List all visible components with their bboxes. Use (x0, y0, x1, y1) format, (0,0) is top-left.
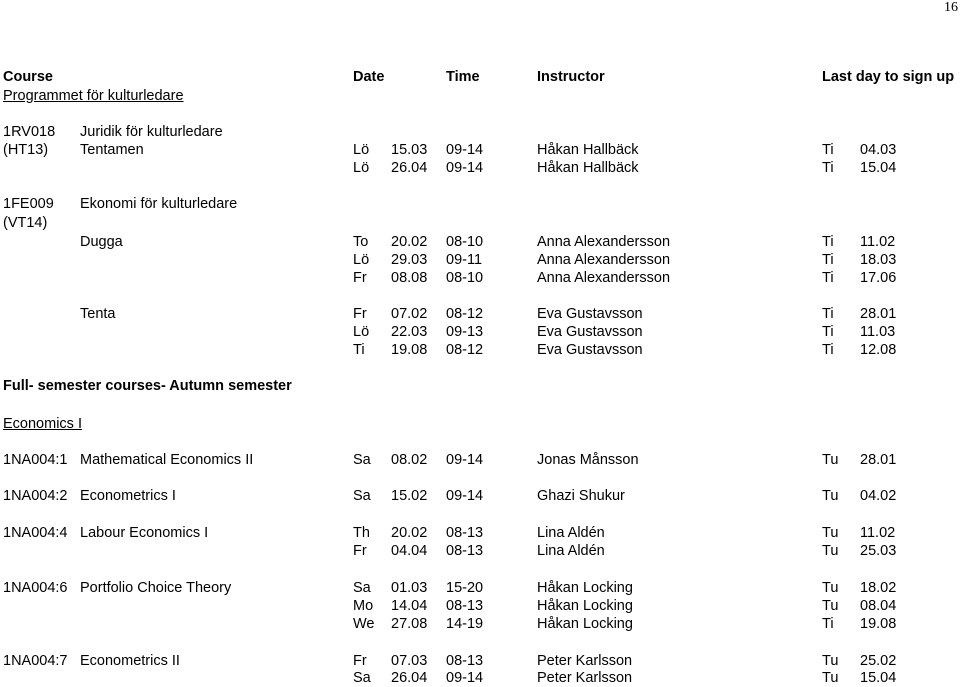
date: 04.04 (391, 543, 428, 559)
header-date: Date (353, 69, 385, 85)
course-part: Tenta (80, 306, 116, 322)
last-day: Ti (822, 142, 834, 158)
time: 08-10 (446, 270, 484, 286)
last-date: 17.06 (860, 270, 897, 286)
date: 08.08 (391, 270, 428, 286)
last-day: Tu (822, 580, 839, 596)
course-row (0, 195, 960, 213)
date: 07.02 (391, 306, 428, 322)
course-title: Econometrics I (80, 488, 176, 504)
date: 26.04 (391, 160, 428, 176)
course-row (0, 123, 960, 141)
instructor: Håkan Locking (537, 580, 633, 596)
course-row (0, 487, 960, 505)
course-row (0, 524, 960, 542)
course-title: Mathematical Economics II (80, 452, 254, 468)
course-row (0, 652, 960, 670)
page-number: 16 (944, 0, 958, 15)
last-date: 28.01 (860, 452, 897, 468)
last-day: Ti (822, 616, 834, 632)
time: 09-14 (446, 670, 484, 686)
course-code: 1RV018 (3, 124, 56, 140)
session-row (0, 305, 960, 323)
table-header (0, 68, 960, 86)
time: 08-12 (446, 342, 484, 358)
date: 22.03 (391, 324, 428, 340)
course-part: Dugga (80, 234, 123, 250)
course-code: 1FE009 (3, 196, 54, 212)
last-day: Ti (822, 270, 834, 286)
day: Sa (353, 488, 371, 504)
last-day: Ti (822, 160, 834, 176)
session-row (0, 233, 960, 251)
day: Lö (353, 160, 370, 176)
day: Th (353, 525, 370, 541)
session-row (0, 341, 960, 359)
date: 07.03 (391, 653, 428, 669)
last-day: Tu (822, 653, 839, 669)
last-date: 18.03 (860, 252, 897, 268)
last-day: Tu (822, 525, 839, 541)
course-title: Ekonomi för kulturledare (80, 196, 238, 212)
day: Fr (353, 653, 367, 669)
course-code: 1NA004:6 (3, 580, 68, 596)
last-day: Ti (822, 252, 834, 268)
session-row (0, 141, 960, 159)
program-title: Programmet för kulturledare (3, 88, 184, 104)
header-course: Course (3, 69, 53, 85)
course-title: Juridik för kulturledare (80, 124, 223, 140)
instructor: Eva Gustavsson (537, 306, 643, 322)
subsection-heading-row (0, 415, 960, 433)
instructor: Jonas Månsson (537, 452, 639, 468)
instructor: Lina Aldén (537, 543, 605, 559)
course-row (0, 451, 960, 469)
course-title: Portfolio Choice Theory (80, 580, 232, 596)
day: Lö (353, 252, 370, 268)
time: 08-13 (446, 598, 484, 614)
last-day: Tu (822, 488, 839, 504)
time: 08-13 (446, 525, 484, 541)
last-date: 08.04 (860, 598, 897, 614)
instructor: Eva Gustavsson (537, 342, 643, 358)
date: 15.02 (391, 488, 428, 504)
section-heading-row (0, 377, 960, 395)
time: 09-14 (446, 160, 484, 176)
session-row (0, 323, 960, 341)
time: 09-14 (446, 142, 484, 158)
date: 29.03 (391, 252, 428, 268)
last-date: 11.02 (860, 234, 896, 250)
time: 09-13 (446, 324, 484, 340)
last-date: 25.03 (860, 543, 897, 559)
date: 20.02 (391, 525, 428, 541)
time: 09-11 (446, 252, 483, 268)
header-last-day: Last day to sign up (822, 69, 955, 85)
instructor: Peter Karlsson (537, 670, 633, 686)
time: 09-14 (446, 452, 484, 468)
course-part: Tentamen (80, 142, 144, 158)
time: 08-13 (446, 653, 484, 669)
program-heading (0, 87, 960, 105)
session-row (0, 597, 960, 615)
day: Sa (353, 670, 371, 686)
last-date: 04.03 (860, 142, 897, 158)
instructor: Ghazi Shukur (537, 488, 625, 504)
course-code: 1NA004:7 (3, 653, 68, 669)
day: Sa (353, 580, 371, 596)
date: 26.04 (391, 670, 428, 686)
session-row (0, 159, 960, 177)
last-date: 04.02 (860, 488, 897, 504)
last-day: Ti (822, 234, 834, 250)
last-day: Tu (822, 543, 839, 559)
last-date: 11.03 (860, 324, 896, 340)
time: 08-10 (446, 234, 484, 250)
session-row (0, 542, 960, 560)
course-title: Econometrics II (80, 653, 180, 669)
course-term: (HT13) (3, 142, 49, 158)
course-row (0, 579, 960, 597)
last-day: Ti (822, 342, 834, 358)
day: Fr (353, 306, 367, 322)
time: 08-12 (446, 306, 484, 322)
instructor: Håkan Locking (537, 616, 633, 632)
date: 15.03 (391, 142, 428, 158)
course-code: 1NA004:2 (3, 488, 68, 504)
section-heading: Full- semester courses- Autumn semester (3, 378, 292, 394)
instructor: Håkan Locking (537, 598, 633, 614)
session-row (0, 269, 960, 287)
time: 15-20 (446, 580, 484, 596)
instructor: Håkan Hallbäck (537, 142, 639, 158)
last-date: 18.02 (860, 580, 897, 596)
instructor: Anna Alexandersson (537, 234, 671, 250)
time: 09-14 (446, 488, 484, 504)
last-day: Ti (822, 306, 834, 322)
date: 20.02 (391, 234, 428, 250)
last-date: 11.02 (860, 525, 896, 541)
course-term: (VT14) (3, 215, 48, 231)
day: Lö (353, 142, 370, 158)
course-title: Labour Economics I (80, 525, 209, 541)
last-day: Tu (822, 670, 839, 686)
course-code: 1NA004:4 (3, 525, 68, 541)
subsection-heading: Economics I (3, 416, 82, 432)
day: We (353, 616, 375, 632)
day: Mo (353, 598, 374, 614)
last-date: 25.02 (860, 653, 897, 669)
session-row (0, 615, 960, 633)
instructor: Anna Alexandersson (537, 270, 671, 286)
day: To (353, 234, 369, 250)
course-code: 1NA004:1 (3, 452, 68, 468)
last-day: Ti (822, 324, 834, 340)
course-term-row (0, 214, 960, 232)
date: 19.08 (391, 342, 428, 358)
time: 14-19 (446, 616, 484, 632)
instructor: Lina Aldén (537, 525, 605, 541)
last-date: 15.04 (860, 160, 897, 176)
day: Ti (353, 342, 365, 358)
last-day: Tu (822, 452, 839, 468)
last-date: 28.01 (860, 306, 897, 322)
session-row (0, 669, 960, 687)
day: Fr (353, 543, 367, 559)
instructor: Peter Karlsson (537, 653, 633, 669)
day: Sa (353, 452, 371, 468)
instructor: Eva Gustavsson (537, 324, 643, 340)
time: 08-13 (446, 543, 484, 559)
day: Fr (353, 270, 367, 286)
date: 01.03 (391, 580, 428, 596)
header-time: Time (446, 69, 480, 85)
last-date: 15.04 (860, 670, 897, 686)
last-date: 19.08 (860, 616, 897, 632)
last-day: Tu (822, 598, 839, 614)
day: Lö (353, 324, 370, 340)
date: 14.04 (391, 598, 428, 614)
header-instructor: Instructor (537, 69, 605, 85)
date: 27.08 (391, 616, 428, 632)
last-date: 12.08 (860, 342, 897, 358)
date: 08.02 (391, 452, 428, 468)
instructor: Håkan Hallbäck (537, 160, 639, 176)
session-row (0, 251, 960, 269)
instructor: Anna Alexandersson (537, 252, 671, 268)
